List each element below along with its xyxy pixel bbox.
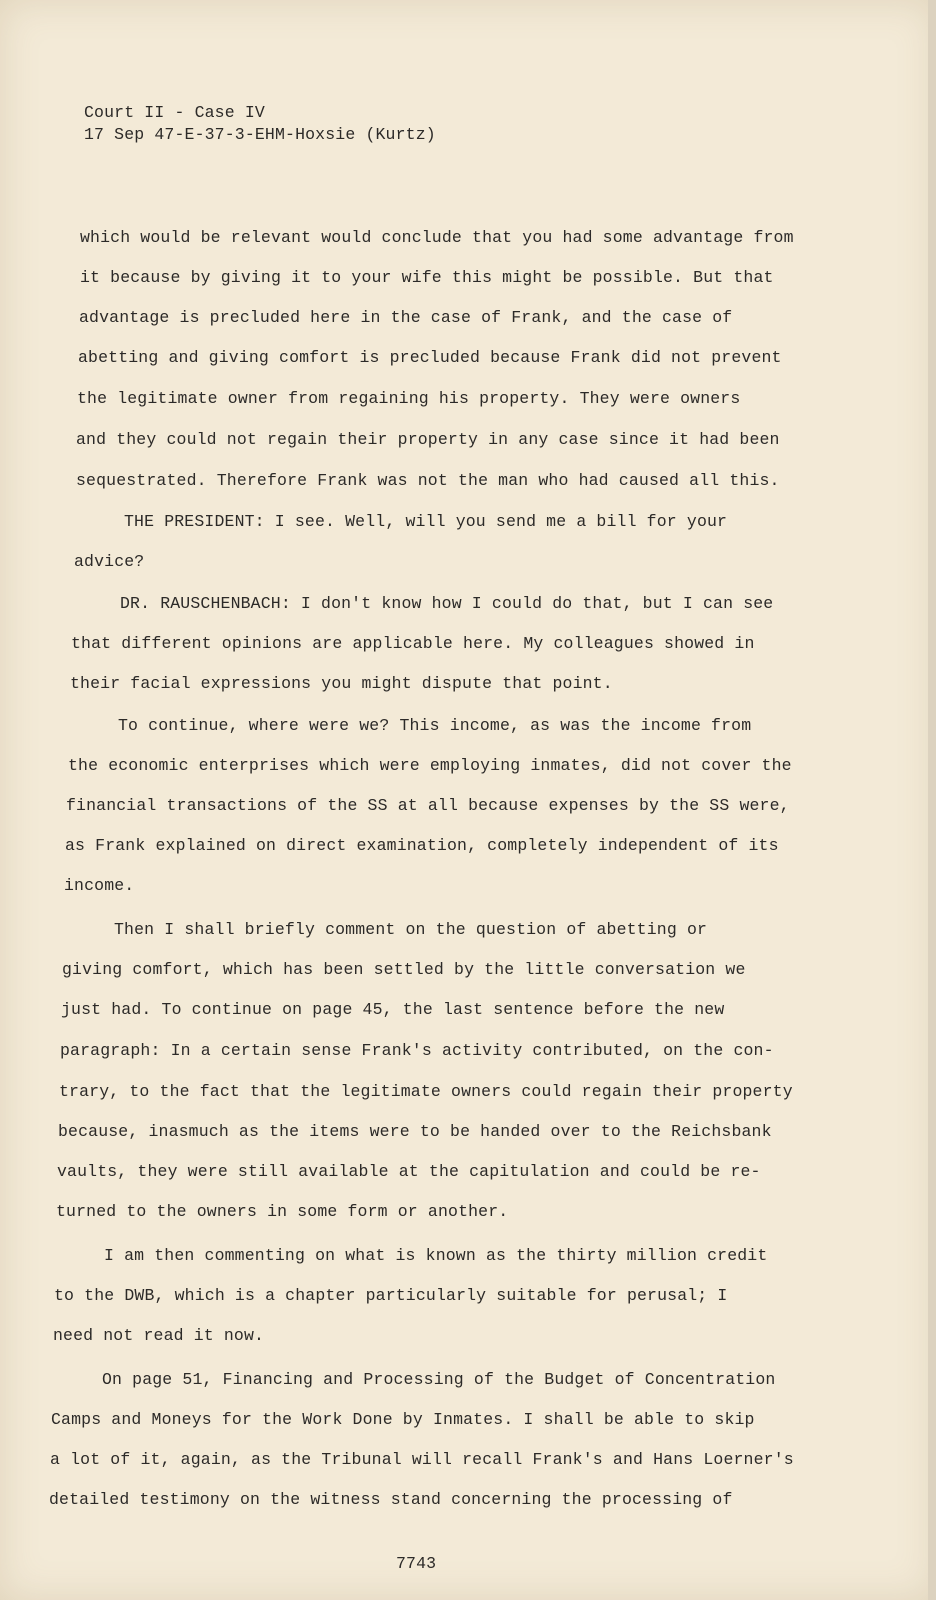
body-line: as Frank explained on direct examination, completely independent of its [65,836,779,855]
body-line: to the DWB, which is a chapter particularly suitable for perusal; I [54,1286,728,1305]
body-line: paragraph: In a certain sense Frank's activity contributed, on the con- [60,1041,774,1060]
body-line: To continue, where were we? This income, as was the income from [118,716,752,735]
body-line: that different opinions are applicable here. My colleagues showed in [71,634,755,653]
body-line: it because by giving it to your wife this might be possible. But that [80,268,774,287]
body-line: financial transactions of the SS at all because expenses by the SS were, [66,796,790,815]
body-line: I am then commenting on what is known as the thirty million credit [104,1246,768,1265]
body-line: income. [64,876,135,895]
body-line: vaults, they were still available at the capitulation and could be re- [57,1162,761,1181]
body-line: giving comfort, which has been settled by the little conversation we [62,960,746,979]
body-line: their facial expressions you might dispute that point. [70,674,613,693]
body-line: which would be relevant would conclude that you had some advantage from [80,228,794,247]
body-line: need not read it now. [53,1326,265,1345]
body-line: On page 51, Financing and Processing of the Budget of Concentration [102,1370,776,1389]
body-line: the economic enterprises which were employing inmates, did not cover the [68,756,792,775]
body-line: the legitimate owner from regaining his property. They were owners [77,389,741,408]
body-line: sequestrated. Therefore Frank was not the man who had caused all this. [76,471,780,490]
body-line: detailed testimony on the witness stand concerning the processing of [49,1490,733,1509]
body-line: advice? [74,552,145,571]
header-reference-line: 17 Sep 47-E-37-3-EHM-Hoxsie (Kurtz) [84,125,436,144]
body-line: turned to the owners in some form or another. [56,1202,509,1221]
header-case-line: Court II - Case IV [84,103,265,122]
body-line: Then I shall briefly comment on the question of abetting or [114,920,708,939]
document-header [84,102,436,146]
body-line: just had. To continue on page 45, the last sentence before the new [61,1000,725,1019]
body-line: a lot of it, again, as the Tribunal will recall Frank's and Hans Loerner's [50,1450,794,1469]
body-line: abetting and giving comfort is precluded because Frank did not prevent [78,348,782,367]
body-line: trary, to the fact that the legitimate owners could regain their property [59,1082,793,1101]
body-line: THE PRESIDENT: I see. Well, will you send me a bill for your [124,512,728,531]
body-line: and they could not regain their property in any case since it had been [76,430,780,449]
body-line: DR. RAUSCHENBACH: I don't know how I could do that, but I can see [120,594,774,613]
page-edge [928,0,936,1600]
body-line: because, inasmuch as the items were to be handed over to the Reichsbank [58,1122,772,1141]
page-number: 7743 [396,1554,437,1573]
body-line: Camps and Moneys for the Work Done by Inmates. I shall be able to skip [51,1410,755,1429]
body-line: advantage is precluded here in the case of Frank, and the case of [79,308,733,327]
